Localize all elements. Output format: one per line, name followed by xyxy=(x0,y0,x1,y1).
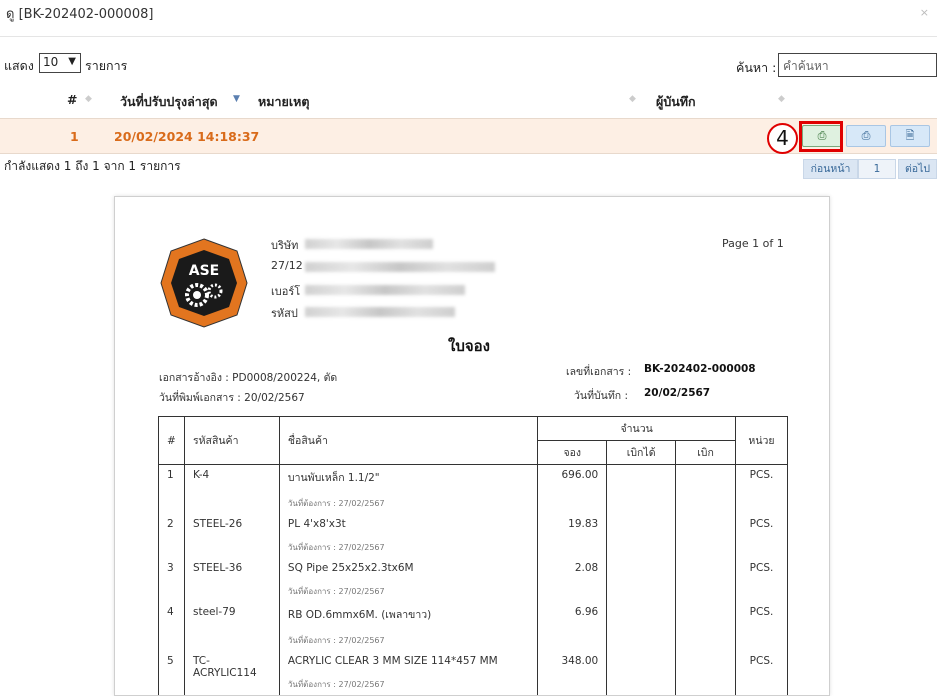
sort-desc-icon[interactable]: ▼ xyxy=(233,94,240,104)
item-due: วันที่ต้องการ : 27/02/2567 xyxy=(287,636,385,645)
page-size-value: 10 xyxy=(43,55,59,69)
item-withdrawable xyxy=(607,465,676,515)
table-row xyxy=(159,558,788,602)
item-qty: 2.08 xyxy=(538,558,607,602)
row-num: 1 xyxy=(70,129,79,144)
col-withdrawable: เบิกได้ xyxy=(607,441,676,465)
col-withdrawn: เบิก xyxy=(676,441,736,465)
table-row xyxy=(159,651,788,695)
printer-icon: ⎙ xyxy=(861,129,871,142)
dialog-header xyxy=(0,0,937,37)
company-address: 27/12 xyxy=(271,259,303,272)
col-header-recorder[interactable]: ผู้บันทึก xyxy=(656,94,696,109)
item-qty: 19.83 xyxy=(538,514,607,558)
item-code: TC-ACRYLIC114 xyxy=(184,651,279,695)
item-name: SQ Pipe 25x25x2.3tx6M xyxy=(287,562,414,574)
doc-no-label: เลขที่เอกสาร : xyxy=(566,366,632,378)
item-name: ACRYLIC CLEAR 3 MM SIZE 114*457 MM xyxy=(287,655,498,667)
item-withdrawable xyxy=(607,514,676,558)
col-book: จอง xyxy=(538,441,607,465)
item-name-cell xyxy=(279,514,537,558)
item-num: 2 xyxy=(159,514,185,558)
item-due: วันที่ต้องการ : 27/02/2567 xyxy=(287,680,385,689)
file-icon: 🗎 xyxy=(905,129,915,142)
item-unit: PCS. xyxy=(735,558,787,602)
items-table xyxy=(158,416,788,695)
col-num: # xyxy=(159,417,185,465)
item-due: วันที่ต้องการ : 27/02/2567 xyxy=(287,499,385,508)
close-icon[interactable]: × xyxy=(919,6,929,19)
search-input[interactable]: คำค้นหา xyxy=(778,53,937,77)
prev-page-button[interactable]: ก่อนหน้า xyxy=(803,159,858,179)
col-header-note[interactable]: หมายเหตุ xyxy=(258,94,310,109)
item-unit: PCS. xyxy=(735,602,787,651)
item-unit: PCS. xyxy=(735,465,787,515)
item-withdrawn xyxy=(676,651,736,695)
sort-icon[interactable]: ◆ xyxy=(85,94,92,104)
table-info: กำลังแสดง 1 ถึง 1 จาก 1 รายการ xyxy=(4,159,181,173)
item-code: STEEL-36 xyxy=(184,558,279,602)
item-withdrawable xyxy=(607,558,676,602)
company-name: บริษัท xyxy=(271,239,299,252)
next-page-button[interactable]: ต่อไป xyxy=(898,159,937,179)
item-name-cell xyxy=(279,651,537,695)
search-label: ค้นหา : xyxy=(736,60,777,75)
item-withdrawn xyxy=(676,602,736,651)
item-withdrawable xyxy=(607,602,676,651)
sort-icon[interactable]: ◆ xyxy=(629,94,636,104)
ref-doc: เอกสารอ้างอิง : PD0008/200224, ตัด xyxy=(159,372,338,384)
item-qty: 696.00 xyxy=(538,465,607,515)
item-unit: PCS. xyxy=(735,514,787,558)
records-label: รายการ xyxy=(85,58,128,73)
item-num: 4 xyxy=(159,602,185,651)
item-code: steel-79 xyxy=(184,602,279,651)
item-qty: 6.96 xyxy=(538,602,607,651)
print-button[interactable] xyxy=(846,125,886,147)
table-row xyxy=(159,602,788,651)
item-withdrawable xyxy=(607,651,676,695)
table-row xyxy=(159,514,788,558)
item-name: บานพับเหล็ก 1.1/2" xyxy=(287,472,380,484)
item-withdrawn xyxy=(676,558,736,602)
document-title: ใบจอง xyxy=(448,337,490,355)
col-unit: หน่วย xyxy=(735,417,787,465)
item-num: 3 xyxy=(159,558,185,602)
redacted-text xyxy=(305,262,495,272)
item-num: 5 xyxy=(159,651,185,695)
doc-no: BK-202402-000008 xyxy=(644,363,756,375)
show-label: แสดง xyxy=(4,58,34,73)
item-name-cell xyxy=(279,602,537,651)
chevron-down-icon: ▼ xyxy=(68,56,76,67)
document-preview xyxy=(114,196,830,696)
col-qty: จำนวน xyxy=(538,417,736,441)
item-due: วันที่ต้องการ : 27/02/2567 xyxy=(287,543,385,552)
step-marker: 4 xyxy=(767,123,798,154)
item-qty: 348.00 xyxy=(538,651,607,695)
company-phone: เบอร์โ xyxy=(271,285,301,298)
highlight-box xyxy=(799,121,843,152)
rec-date: 20/02/2567 xyxy=(644,387,711,399)
print-date: วันที่พิมพ์เอกสาร : 20/02/2567 xyxy=(159,392,305,404)
item-name: RB OD.6mmx6M. (เพลาขาว) xyxy=(287,609,432,621)
redacted-text xyxy=(305,285,465,295)
sort-icon[interactable]: ◆ xyxy=(778,94,785,104)
col-code: รหัสสินค้า xyxy=(184,417,279,465)
col-header-updated[interactable]: วันที่ปรับปรุงล่าสุด xyxy=(120,94,218,109)
rec-date-label: วันที่บันทึก : xyxy=(574,390,628,402)
dialog-title: ดู [BK-202402-000008] xyxy=(6,7,154,22)
redacted-text xyxy=(305,307,455,317)
company-tax-id: รหัสป xyxy=(271,307,298,320)
col-name: ชื่อสินค้า xyxy=(279,417,537,465)
row-updated: 20/02/2024 14:18:37 xyxy=(114,129,260,144)
item-num: 1 xyxy=(159,465,185,515)
redacted-text xyxy=(305,239,433,249)
company-logo xyxy=(159,237,249,329)
item-name-cell xyxy=(279,465,537,515)
page-size-select[interactable] xyxy=(39,53,81,73)
table-row xyxy=(159,465,788,515)
printer-icon: ⎙ xyxy=(817,129,827,142)
item-name-cell xyxy=(279,558,537,602)
pdf-button[interactable] xyxy=(890,125,930,147)
col-header-num[interactable]: # xyxy=(67,92,78,107)
page-1-button[interactable]: 1 xyxy=(858,159,896,179)
page-of: Page 1 of 1 xyxy=(722,237,784,250)
logo-text: ASE xyxy=(188,263,220,279)
item-name: PL 4'x8'x3t xyxy=(287,518,346,530)
item-code: STEEL-26 xyxy=(184,514,279,558)
item-code: K-4 xyxy=(184,465,279,515)
item-withdrawn xyxy=(676,465,736,515)
item-due: วันที่ต้องการ : 27/02/2567 xyxy=(287,587,385,596)
item-withdrawn xyxy=(676,514,736,558)
item-unit: PCS. xyxy=(735,651,787,695)
